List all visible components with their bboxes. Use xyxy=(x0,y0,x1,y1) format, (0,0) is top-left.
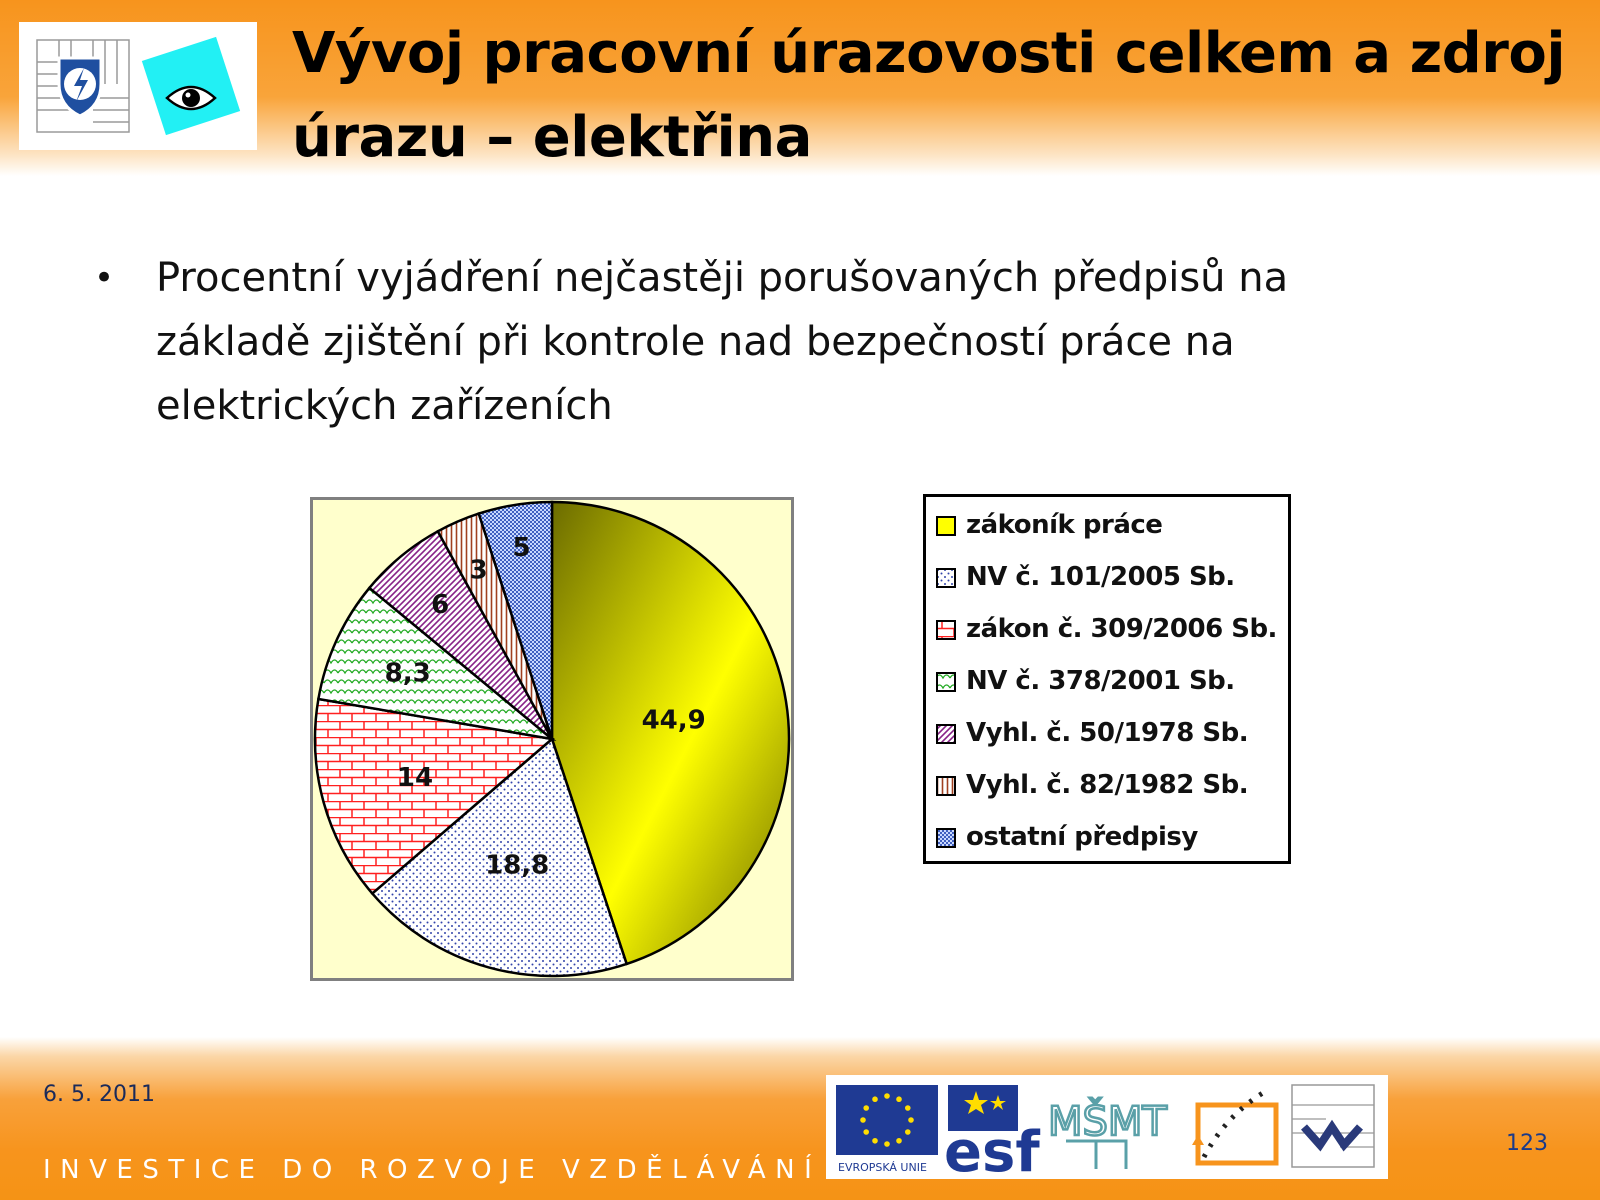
esf-logo-icon xyxy=(944,1085,1040,1179)
pie-chart xyxy=(310,497,794,981)
footer-slogan: INVESTICE DO ROZVOJE VZDĚLÁVÁNÍ xyxy=(43,1155,822,1185)
legend-label: zákoník práce xyxy=(966,510,1163,540)
eye-safety-icon xyxy=(19,22,257,150)
bullet-icon: • xyxy=(94,258,115,298)
pie-value-label: 14 xyxy=(396,762,434,793)
legend-label: NV č. 101/2005 Sb. xyxy=(966,562,1235,592)
eu-star xyxy=(896,1138,902,1144)
legend-swatch-icon xyxy=(936,724,956,744)
eu-star xyxy=(860,1117,866,1123)
legend-item xyxy=(936,715,1286,751)
pie-value-label: 18,8 xyxy=(485,850,550,881)
pie-value-label: 8,3 xyxy=(384,658,431,689)
eu-star xyxy=(905,1105,911,1111)
pie-value-label: 44,9 xyxy=(641,705,706,736)
msmt-label: MŠMT xyxy=(1048,1099,1167,1145)
eu-star xyxy=(905,1129,911,1135)
op-logo-icon xyxy=(1192,1091,1276,1163)
eu-star xyxy=(872,1096,878,1102)
eu-star xyxy=(872,1138,878,1144)
university-small-logo-icon xyxy=(1292,1085,1374,1167)
header-logo-box xyxy=(19,22,257,150)
legend-label: Vyhl. č. 82/1982 Sb. xyxy=(966,770,1249,800)
page-number: 123 xyxy=(1506,1131,1548,1156)
eu-label: EVROPSKÁ UNIE xyxy=(838,1161,927,1174)
sponsor-logos xyxy=(826,1075,1388,1179)
eu-flag-icon xyxy=(836,1085,938,1174)
legend-item xyxy=(936,559,1286,595)
legend-item xyxy=(936,767,1286,803)
eu-star xyxy=(884,1141,890,1147)
legend-item xyxy=(936,611,1286,647)
legend-swatch-icon xyxy=(936,568,956,588)
eu-star xyxy=(884,1093,890,1099)
pie-value-label: 6 xyxy=(431,589,450,620)
sponsor-logos-graphic xyxy=(826,1075,1388,1179)
msmt-logo-icon xyxy=(1048,1097,1167,1169)
page-title: Vývoj pracovní úrazovosti celkem a zdroj úrazu – elektřina xyxy=(292,21,1566,170)
eu-star xyxy=(863,1105,869,1111)
eu-star xyxy=(863,1129,869,1135)
legend-item xyxy=(936,663,1286,699)
legend-swatch-icon xyxy=(936,776,956,796)
legend-item xyxy=(936,507,1286,543)
bullet-text: Procentní vyjádření nejčastěji porušovaných předpisů na základě zjištění při kontrole nad bezpečností práce na elektrických zařízeních xyxy=(156,255,1289,429)
legend-label: Vyhl. č. 50/1978 Sb. xyxy=(966,718,1249,748)
slide-date: 6. 5. 2011 xyxy=(43,1082,155,1107)
legend-swatch-icon xyxy=(936,672,956,692)
eu-star xyxy=(896,1096,902,1102)
legend-label: ostatní předpisy xyxy=(966,822,1198,852)
slide-header xyxy=(0,0,1600,176)
pie-value-label: 3 xyxy=(469,555,488,586)
legend-label: NV č. 378/2001 Sb. xyxy=(966,666,1235,696)
legend-item xyxy=(936,819,1286,855)
eu-star xyxy=(908,1117,914,1123)
pie-value-label: 5 xyxy=(512,533,531,564)
legend-swatch-icon xyxy=(936,828,956,848)
esf-label: esf xyxy=(944,1120,1040,1179)
chart-legend xyxy=(923,494,1291,864)
pie-slices xyxy=(315,502,789,976)
legend-label: zákon č. 309/2006 Sb. xyxy=(966,614,1277,644)
legend-swatch-icon xyxy=(936,516,956,536)
legend-swatch-icon xyxy=(936,620,956,640)
